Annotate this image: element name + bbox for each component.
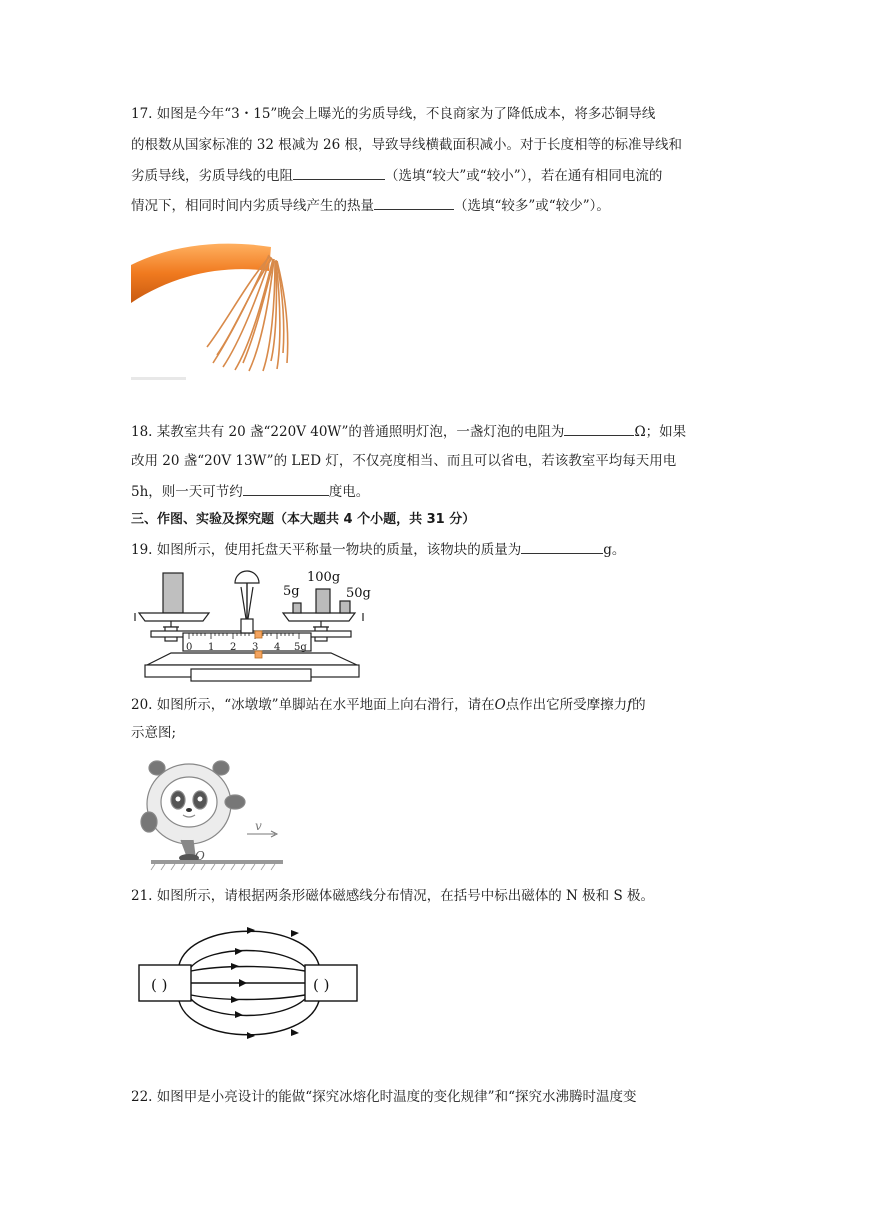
q20-line-1 — [131, 695, 646, 715]
left-pan — [139, 613, 209, 621]
q20-line-2: 示意图; — [131, 725, 177, 741]
q18-line-3 — [131, 481, 369, 502]
panda-face — [161, 777, 217, 827]
q20-point-o: O — [494, 697, 506, 713]
q17-line-1: 17. 如图是今年“3・15”晚会上曝光的劣质导线，不良商家为了降低成本，将多芯铜导线 — [131, 106, 656, 122]
right-pan — [283, 613, 355, 621]
q17-text-3a: 劣质导线，劣质导线的电阻 — [131, 168, 293, 184]
left-pole-bracket[interactable]: ( ) — [151, 976, 168, 994]
tick-label-1: 1 — [208, 642, 215, 653]
tick-label-2: 2 — [230, 642, 237, 653]
q19-text-1b: g。 — [603, 542, 626, 558]
panda-leg — [181, 840, 195, 856]
q17-text-4b: （选填“较多”或“较少”）。 — [454, 198, 610, 214]
tick-label-3: 3 — [252, 642, 259, 653]
weight-50g — [340, 601, 350, 613]
q18-text-1a: 18. 某教室共有 20 盏“220V 40W”的普通照明灯泡，一盏灯泡的电阻为 — [131, 424, 565, 440]
right-pole-bracket[interactable]: ( ) — [313, 976, 330, 994]
q18-text-3b: 度电。 — [328, 484, 370, 500]
q19-text-1a: 19. 如图所示，使用托盘天平称量一物块的质量，该物块的质量为 — [131, 542, 522, 558]
q18-text-3a: 5h，则一天可节约 — [131, 484, 243, 500]
weight-100g — [316, 589, 330, 613]
q17-text-4a: 情况下，相同时间内劣质导线产生的热量 — [131, 198, 374, 214]
section-3-heading: 三、作图、实验及探究题（本大题共 4 个小题，共 31 分） — [131, 512, 476, 527]
q17-line-2: 的根数从国家标准的 32 根减为 26 根，导致导线横截面积减小。对于长度相等的标准导线和 — [131, 137, 683, 153]
ground — [151, 860, 283, 864]
weight-label-50g: 50g — [346, 586, 371, 601]
field-line-lower-2 — [191, 999, 305, 1016]
q18-text-1b: Ω；如果 — [634, 424, 687, 440]
q19-blank-mass[interactable] — [521, 539, 603, 554]
rider-top — [255, 631, 262, 638]
q17-line-3 — [131, 165, 662, 186]
tick-label-4: 4 — [274, 642, 281, 653]
dial — [235, 571, 259, 583]
field-line-upper-1 — [191, 967, 305, 972]
q20-force-f: f — [627, 697, 633, 713]
velocity-label: v — [255, 819, 262, 833]
q22-line-1: 22. 如图甲是小亮设计的能做“探究冰熔化时温度的变化规律”和“探究水沸腾时温度变 — [131, 1089, 637, 1105]
q18-blank-resistance[interactable] — [564, 421, 634, 436]
weight-5g — [293, 603, 301, 613]
q17-line-4 — [131, 195, 610, 216]
q18-line-2: 改用 20 盏“20V 13W”的 LED 灯，不仅亮度相当、而且可以省电，若该教室平均每天用电 — [131, 453, 677, 469]
field-line-upper-2 — [191, 951, 305, 968]
q17-blank-heat[interactable] — [374, 195, 454, 210]
panda-arm — [225, 795, 245, 809]
tick-label-0: 0 — [186, 642, 193, 653]
panda-figure — [131, 752, 291, 872]
q18-blank-energy[interactable] — [243, 481, 329, 496]
wire-figure — [131, 225, 291, 385]
q21-line-1: 21. 如图所示，请根据两条形磁体磁感线分布情况，在括号中标出磁体的 N 极和 S 极。 — [131, 888, 654, 904]
base — [147, 653, 357, 665]
q19-line-1 — [131, 539, 625, 560]
slide-ruler — [183, 633, 311, 651]
field-line-lower-1 — [191, 995, 305, 1000]
object-block — [163, 573, 183, 613]
weight-label-100g: 100g — [307, 570, 341, 585]
balance-figure — [131, 565, 391, 685]
q20-text-1c: 的 — [632, 697, 646, 713]
point-o-label: O — [195, 849, 205, 863]
magnet-figure — [131, 915, 371, 1050]
q17-blank-resistance[interactable] — [293, 165, 385, 180]
weight-label-5g: 5g — [283, 584, 300, 599]
q18-line-1 — [131, 421, 686, 442]
tick-label-5g: 5g — [294, 642, 307, 653]
q20-text-1b: 点作出它所受摩擦力 — [505, 697, 628, 713]
copper-strands — [207, 255, 288, 371]
q17-text-3b: （选填“较大”或“较小”），若在通有相同电流的 — [385, 168, 663, 184]
q20-text-1a: 20. 如图所示，“冰墩墩”单脚站在水平地面上向右滑行，请在 — [131, 697, 495, 713]
